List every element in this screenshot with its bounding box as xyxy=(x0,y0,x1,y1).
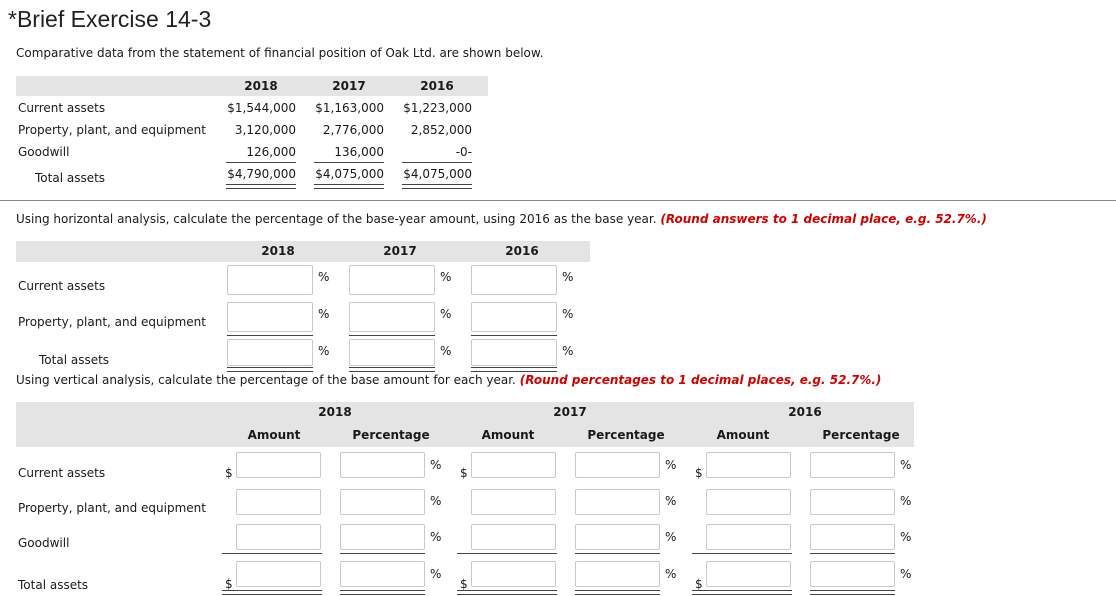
vertical-total-pct-2018-input[interactable] xyxy=(340,561,425,587)
percent-unit: % xyxy=(665,494,677,508)
percent-unit: % xyxy=(562,307,574,321)
section-divider xyxy=(0,200,1116,201)
data-cell: 3,120,000 xyxy=(234,123,296,137)
horizontal-current-2017-input[interactable] xyxy=(349,265,435,295)
horizontal-hint: (Round answers to 1 decimal place, e.g. 52.7%.) xyxy=(660,212,987,226)
horizontal-instruction-text: Using horizontal analysis, calculate the percentage of the base-year amount, using 2016 as the base year. xyxy=(16,212,657,226)
subtotal-rule xyxy=(222,553,322,554)
page-title: *Brief Exercise 14-3 xyxy=(8,6,212,32)
vertical-hint: (Round percentages to 1 decimal places, e.g. 52.7%.) xyxy=(519,373,882,387)
horizontal-row-label: Total assets xyxy=(39,353,110,367)
horizontal-total-2016-input[interactable] xyxy=(471,339,557,366)
horizontal-year-2016: 2016 xyxy=(505,244,539,258)
vertical-goodwill-pct-2017-input[interactable] xyxy=(575,524,660,550)
currency-symbol: $ xyxy=(460,577,468,591)
percent-unit: % xyxy=(665,530,677,544)
total-double-rule xyxy=(222,590,322,595)
currency-symbol: $ xyxy=(695,577,703,591)
total-double-rule xyxy=(340,590,425,595)
vertical-ppe-amount-2017-input[interactable] xyxy=(471,489,556,515)
data-cell: $4,075,000 xyxy=(403,167,472,181)
vertical-goodwill-amount-2018-input[interactable] xyxy=(236,524,321,550)
percent-unit: % xyxy=(665,458,677,472)
horizontal-year-2017: 2017 xyxy=(383,244,417,258)
data-cell: $4,790,000 xyxy=(227,167,296,181)
data-cell: $4,075,000 xyxy=(315,167,384,181)
horizontal-ppe-2016-input[interactable] xyxy=(471,302,557,332)
percent-unit: % xyxy=(900,458,912,472)
vertical-current-amount-2018-input[interactable] xyxy=(236,452,321,478)
vertical-total-amount-2017-input[interactable] xyxy=(471,561,556,587)
subtotal-rule xyxy=(692,553,792,554)
vertical-ppe-pct-2017-input[interactable] xyxy=(575,489,660,515)
data-cell: $1,223,000 xyxy=(403,101,472,115)
data-row-label: Current assets xyxy=(18,101,106,115)
col-percentage-2017: Percentage xyxy=(587,428,665,442)
vertical-instruction xyxy=(16,373,881,387)
subtotal-rule xyxy=(810,553,895,554)
vertical-year-2017: 2017 xyxy=(553,405,587,419)
total-double-rule xyxy=(575,590,660,595)
percent-unit: % xyxy=(318,307,330,321)
total-double-rule xyxy=(226,184,296,189)
data-cell: $1,163,000 xyxy=(315,101,384,115)
vertical-row-label: Total assets xyxy=(18,578,89,592)
col-amount-2016: Amount xyxy=(716,428,770,442)
vertical-goodwill-amount-2016-input[interactable] xyxy=(706,524,791,550)
total-double-rule xyxy=(349,367,435,372)
horizontal-total-2018-input[interactable] xyxy=(227,339,313,366)
percent-unit: % xyxy=(440,307,452,321)
total-double-rule xyxy=(457,590,557,595)
vertical-instruction-text: Using vertical analysis, calculate the percentage of the base amount for each year. xyxy=(16,373,516,387)
percent-unit: % xyxy=(430,494,442,508)
horizontal-year-2018: 2018 xyxy=(261,244,295,258)
vertical-total-amount-2016-input[interactable] xyxy=(706,561,791,587)
total-double-rule xyxy=(402,184,472,189)
currency-symbol: $ xyxy=(225,466,233,480)
vertical-ppe-amount-2016-input[interactable] xyxy=(706,489,791,515)
percent-unit: % xyxy=(900,530,912,544)
subtotal-rule xyxy=(340,553,425,554)
data-year-2016: 2016 xyxy=(420,79,454,93)
subtotal-rule xyxy=(575,553,660,554)
data-cell: 2,852,000 xyxy=(410,123,472,137)
vertical-year-2016: 2016 xyxy=(788,405,822,419)
subtotal-rule xyxy=(457,553,557,554)
vertical-row-label: Property, plant, and equipment xyxy=(18,501,206,515)
vertical-ppe-pct-2016-input[interactable] xyxy=(810,489,895,515)
data-cell: 126,000 xyxy=(246,145,296,159)
subtotal-rule xyxy=(471,335,557,336)
horizontal-total-2017-input[interactable] xyxy=(349,339,435,366)
vertical-current-amount-2016-input[interactable] xyxy=(706,452,791,478)
percent-unit: % xyxy=(430,458,442,472)
subtotal-rule xyxy=(227,335,313,336)
data-year-2018: 2018 xyxy=(244,79,278,93)
vertical-row-label: Goodwill xyxy=(18,536,70,550)
horizontal-instruction xyxy=(16,212,987,226)
horizontal-ppe-2017-input[interactable] xyxy=(349,302,435,332)
currency-symbol: $ xyxy=(460,466,468,480)
vertical-total-pct-2016-input[interactable] xyxy=(810,561,895,587)
vertical-goodwill-pct-2018-input[interactable] xyxy=(340,524,425,550)
subtotal-rule xyxy=(349,335,435,336)
col-amount-2017: Amount xyxy=(481,428,535,442)
vertical-ppe-pct-2018-input[interactable] xyxy=(340,489,425,515)
currency-symbol: $ xyxy=(695,466,703,480)
data-year-2017: 2017 xyxy=(332,79,366,93)
vertical-current-pct-2017-input[interactable] xyxy=(575,452,660,478)
percent-unit: % xyxy=(562,344,574,358)
percent-unit: % xyxy=(562,270,574,284)
data-cell: 136,000 xyxy=(334,145,384,159)
vertical-total-amount-2018-input[interactable] xyxy=(236,561,321,587)
data-row-label: Total assets xyxy=(35,171,106,185)
percent-unit: % xyxy=(318,344,330,358)
percent-unit: % xyxy=(318,270,330,284)
currency-symbol: $ xyxy=(225,577,233,591)
vertical-goodwill-pct-2016-input[interactable] xyxy=(810,524,895,550)
subtotal-rule xyxy=(314,162,384,163)
vertical-year-2018: 2018 xyxy=(318,405,352,419)
total-double-rule xyxy=(810,590,895,595)
horizontal-current-2018-input[interactable] xyxy=(227,265,313,295)
vertical-total-pct-2017-input[interactable] xyxy=(575,561,660,587)
subtotal-rule xyxy=(402,162,472,163)
data-row-label: Goodwill xyxy=(18,145,70,159)
total-double-rule xyxy=(314,184,384,189)
percent-unit: % xyxy=(900,567,912,581)
percent-unit: % xyxy=(440,270,452,284)
percent-unit: % xyxy=(430,567,442,581)
vertical-current-amount-2017-input[interactable] xyxy=(471,452,556,478)
vertical-ppe-amount-2018-input[interactable] xyxy=(236,489,321,515)
subtotal-rule xyxy=(226,162,296,163)
data-cell: 2,776,000 xyxy=(322,123,384,137)
vertical-current-pct-2018-input[interactable] xyxy=(340,452,425,478)
horizontal-current-2016-input[interactable] xyxy=(471,265,557,295)
total-double-rule xyxy=(471,367,557,372)
vertical-current-pct-2016-input[interactable] xyxy=(810,452,895,478)
total-double-rule xyxy=(227,367,313,372)
col-percentage-2018: Percentage xyxy=(352,428,430,442)
horizontal-row-label: Current assets xyxy=(18,279,106,293)
percent-unit: % xyxy=(665,567,677,581)
col-amount-2018: Amount xyxy=(247,428,301,442)
total-double-rule xyxy=(692,590,792,595)
percent-unit: % xyxy=(440,344,452,358)
data-row-label: Property, plant, and equipment xyxy=(18,123,206,137)
horizontal-row-label: Property, plant, and equipment xyxy=(18,315,206,329)
data-cell: -0- xyxy=(455,145,472,159)
percent-unit: % xyxy=(900,494,912,508)
intro-text: Comparative data from the statement of financial position of Oak Ltd. are shown below. xyxy=(16,46,544,60)
horizontal-ppe-2018-input[interactable] xyxy=(227,302,313,332)
col-percentage-2016: Percentage xyxy=(822,428,900,442)
vertical-goodwill-amount-2017-input[interactable] xyxy=(471,524,556,550)
percent-unit: % xyxy=(430,530,442,544)
data-cell: $1,544,000 xyxy=(227,101,296,115)
vertical-row-label: Current assets xyxy=(18,466,106,480)
